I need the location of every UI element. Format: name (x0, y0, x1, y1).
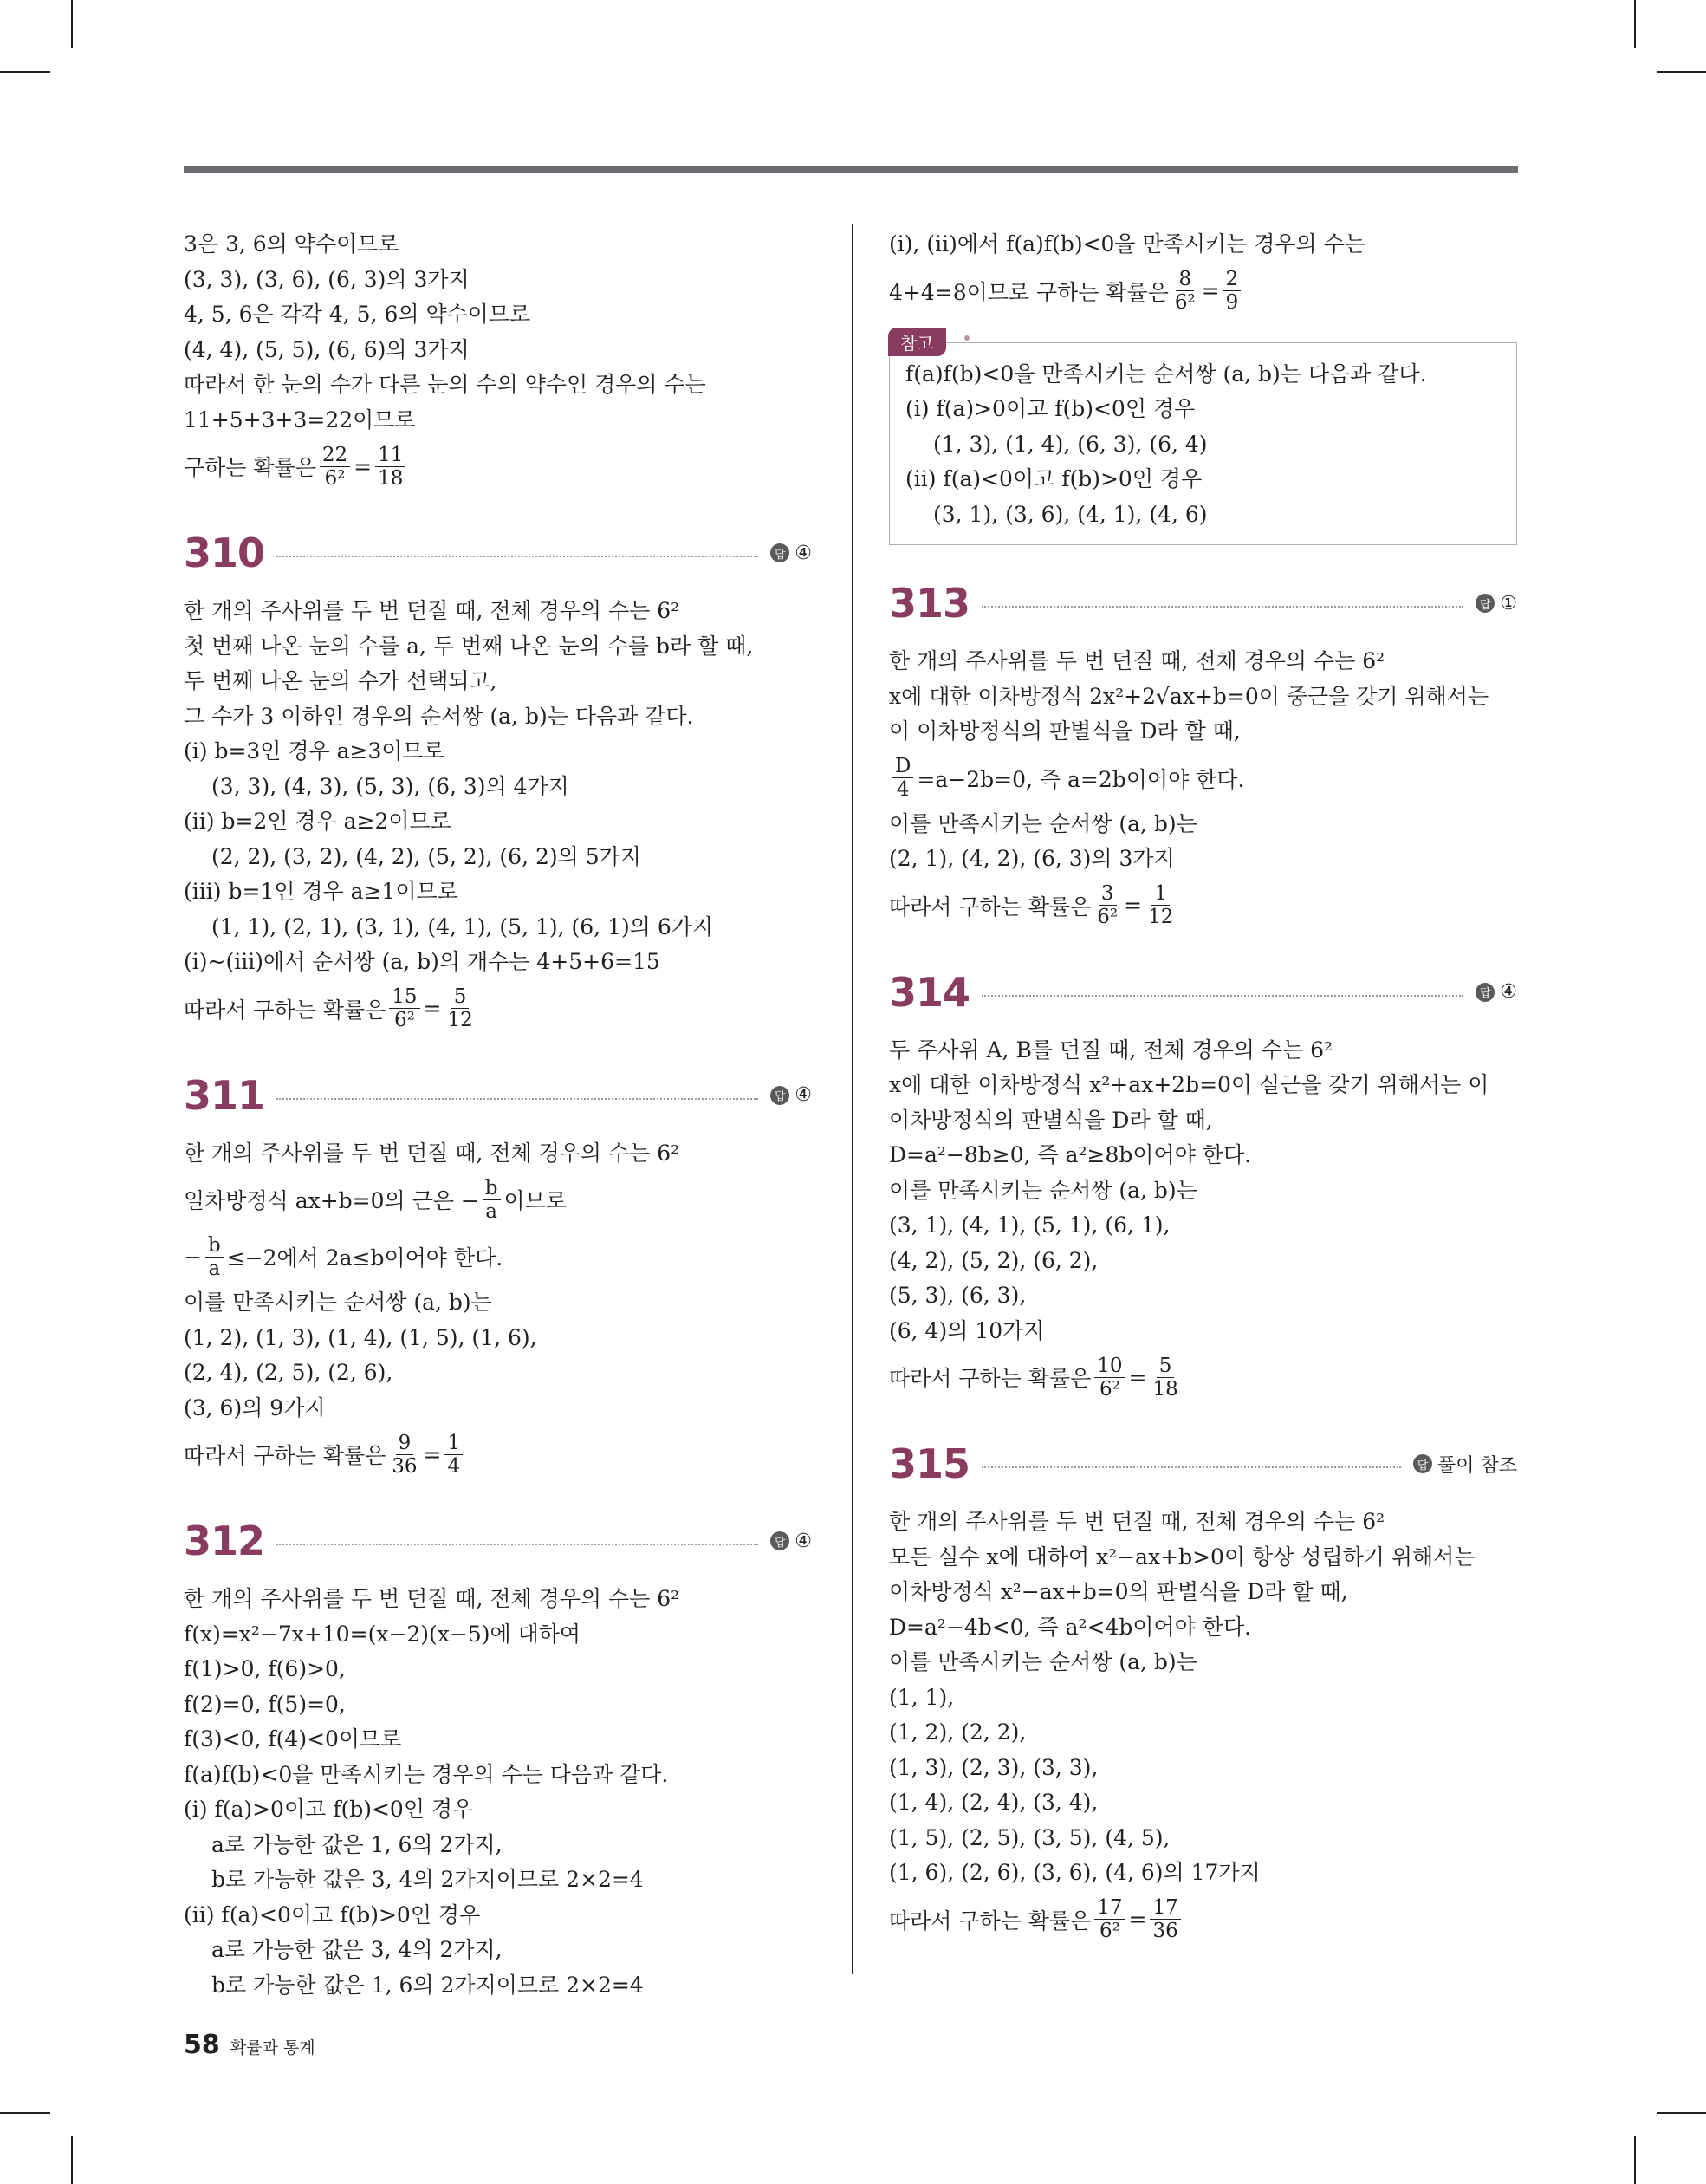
column-divider (852, 224, 853, 1974)
text-line: (ⅱ) f(a)<0이고 f(b)>0인 경우 (905, 466, 1203, 491)
denominator: 18 (378, 466, 404, 490)
problem-body-310 (184, 594, 812, 1037)
denominator: a (208, 1257, 221, 1280)
text-line: x에 대한 이차방정식 2x²+2√ax+b=0이 중근을 갖기 위해서는 (889, 683, 1489, 709)
root-prefix: 일차방정식 ax+b=0의 근은 − (184, 1188, 479, 1213)
text-line: b로 가능한 값은 3, 4의 2가지이므로 2×2=4 (211, 1867, 644, 1892)
inequality-line (184, 1228, 812, 1285)
answer-icon: 답 (770, 1531, 789, 1550)
probability-line (889, 263, 1517, 320)
probability-line (184, 438, 812, 495)
text-line: b로 가능한 값은 1, 6의 2가지이므로 2×2=4 (211, 1972, 644, 1998)
probability-line (889, 1349, 1517, 1406)
text-line: f(3)<0, f(4)<0이므로 (184, 1726, 402, 1752)
left-column (184, 227, 812, 2003)
text-line: 따라서 한 눈의 수가 다른 눈의 수의 약수인 경우의 수는 (184, 372, 706, 397)
equals-sign: = (1128, 1907, 1147, 1932)
text-line: 한 개의 주사위를 두 번 던질 때, 전체 경우의 수는 6² (889, 648, 1385, 673)
text-line: (1, 5), (2, 5), (3, 5), (4, 5), (889, 1824, 1171, 1850)
text-line: (4, 4), (5, 5), (6, 6)의 3가지 (184, 336, 470, 362)
numerator: 1 (1151, 882, 1170, 906)
text-line: 이차방정식 x²−ax+b=0의 판별식을 D라 할 때, (889, 1579, 1348, 1604)
text-line: a로 가능한 값은 1, 6의 2가지, (211, 1831, 503, 1857)
crop-mark (1634, 2136, 1636, 2184)
probability-line (184, 1426, 812, 1483)
fraction (444, 1432, 463, 1478)
denominator: 6² (324, 466, 346, 490)
denominator: 18 (1152, 1377, 1178, 1401)
fraction (1223, 268, 1242, 314)
fraction (205, 1234, 224, 1280)
crop-mark (1657, 71, 1706, 73)
denominator: a (485, 1199, 498, 1223)
text-line: (4, 2), (5, 2), (6, 2), (889, 1247, 1099, 1273)
numerator: 2 (1223, 268, 1242, 291)
fraction (1094, 882, 1120, 928)
fraction (444, 985, 475, 1031)
text-line: (1, 3), (1, 4), (6, 3), (6, 4) (933, 431, 1208, 457)
numerator: 9 (396, 1432, 414, 1455)
denominator: 6² (1097, 906, 1119, 928)
text-line: f(2)=0, f(5)=0, (184, 1691, 346, 1717)
text-line: 이를 만족시키는 순서쌍 (a, b)는 (889, 1649, 1197, 1674)
root-suffix: 이므로 (503, 1188, 567, 1213)
page-footer (184, 2030, 315, 2060)
text-line: (1, 3), (2, 3), (3, 3), (889, 1754, 1099, 1780)
text-line: (ⅰ) f(a)>0이고 f(b)<0인 경우 (905, 396, 1196, 421)
text-line: f(1)>0, f(6)>0, (184, 1656, 346, 1681)
text-line: a로 가능한 값은 3, 4의 2가지, (211, 1937, 503, 1962)
text-line: (ⅰ), (ⅱ)에서 f(a)f(b)<0을 만족시키는 경우의 수는 (889, 231, 1365, 257)
prob-prefix: 구하는 확률은 (184, 455, 316, 480)
answer-value: ④ (795, 1530, 812, 1552)
text-line: (2, 4), (2, 5), (2, 6), (184, 1360, 393, 1385)
text-line: (3, 6)의 9가지 (184, 1394, 326, 1420)
problem-header-314 (889, 965, 1517, 1019)
text-line: (3, 1), (3, 6), (4, 1), (4, 6) (933, 501, 1208, 527)
problem-body-314 (889, 1033, 1517, 1407)
problem-header-312 (184, 1514, 812, 1568)
answer-value: ④ (1500, 981, 1517, 1003)
numerator: 17 (1094, 1896, 1125, 1920)
text-line: (1, 1), (2, 1), (3, 1), (4, 1), (5, 1), (6, 1)의 6가지 (211, 913, 714, 939)
text-line: 두 번째 나온 눈의 수가 선택되고, (184, 668, 497, 693)
problem-number: 312 (184, 1518, 265, 1564)
denominator: 6² (1174, 291, 1196, 314)
text-line: 한 개의 주사위를 두 번 던질 때, 전체 경우의 수는 6² (889, 1509, 1385, 1534)
text-line: 4, 5, 6은 각각 4, 5, 6의 약수이므로 (184, 302, 531, 327)
problem-number: 315 (889, 1440, 970, 1487)
text-line: (3, 3), (4, 3), (5, 3), (6, 3)의 4가지 (211, 773, 569, 799)
ineq-prefix: − (184, 1244, 202, 1270)
note-dot-icon (964, 335, 970, 341)
fraction (1150, 1896, 1180, 1942)
answer-label (770, 1531, 812, 1552)
fraction (389, 1432, 419, 1478)
numerator: 17 (1150, 1896, 1180, 1920)
problem-body-313 (889, 644, 1517, 934)
fraction (389, 985, 419, 1031)
text-line: 3은 3, 6의 약수이므로 (184, 231, 399, 257)
root-line (184, 1171, 812, 1228)
text-line: (5, 3), (6, 3), (889, 1283, 1027, 1308)
answer-icon: 답 (1476, 983, 1495, 1002)
denominator: 12 (447, 1009, 473, 1031)
text-line: f(a)f(b)<0을 만족시키는 경우의 수는 다음과 같다. (184, 1761, 669, 1787)
text-line: (1, 1), (889, 1684, 955, 1710)
fraction (1094, 1896, 1125, 1942)
equals-sign: = (1124, 893, 1143, 918)
prob-prefix: 4+4=8이므로 구하는 확률은 (889, 279, 1169, 305)
right-column (889, 227, 1517, 1948)
text-line: 두 주사위 A, B를 던질 때, 전체 경우의 수는 6² (889, 1037, 1333, 1063)
numerator: 8 (1176, 268, 1194, 291)
text-line: 한 개의 주사위를 두 번 던질 때, 전체 경우의 수는 6² (184, 598, 680, 623)
text-line: (1, 2), (2, 2), (889, 1719, 1027, 1745)
prob-prefix: 따라서 구하는 확률은 (889, 1908, 1092, 1934)
text-line: (ⅱ) b=2인 경우 a≥2이므로 (184, 809, 451, 834)
discriminant-line (889, 750, 1517, 807)
text-line: D=a²−8b≥0, 즉 a²≥8b이어야 한다. (889, 1142, 1252, 1167)
text-line: (ⅱ) f(a)<0이고 f(b)>0인 경우 (184, 1901, 481, 1927)
answer-icon: 답 (770, 543, 789, 562)
text-line: (ⅰ) f(a)>0이고 f(b)<0인 경우 (184, 1797, 474, 1822)
denominator: 4 (896, 778, 910, 801)
answer-label (1476, 981, 1517, 1003)
problem-number: 314 (889, 968, 970, 1016)
text-line: (ⅲ) b=1인 경우 a≥1이므로 (184, 879, 458, 904)
crop-mark (1657, 2112, 1706, 2114)
fraction (892, 755, 913, 801)
probability-line (184, 980, 812, 1037)
text-line: (3, 1), (4, 1), (5, 1), (6, 1), (889, 1212, 1171, 1238)
problem-number: 313 (889, 580, 970, 627)
text-line: (2, 1), (4, 2), (6, 3)의 3가지 (889, 846, 1175, 871)
numerator: 5 (1157, 1355, 1175, 1378)
denominator: 9 (1225, 291, 1239, 314)
ineq-suffix: ≤−2에서 2a≤b이어야 한다. (226, 1245, 503, 1271)
problem-body-315 (889, 1505, 1517, 1948)
text-line: 이차방정식의 판별식을 D라 할 때, (889, 1107, 1213, 1133)
text-line: 첫 번째 나온 눈의 수를 a, 두 번째 나온 눈의 수를 b라 할 때, (184, 633, 754, 659)
text-line: 그 수가 3 이하인 경우의 순서쌍 (a, b)는 다음과 같다. (184, 703, 694, 729)
problem-number: 311 (184, 1071, 265, 1119)
answer-value: ① (1500, 592, 1517, 614)
problem-header-310 (184, 526, 812, 580)
problem-number: 310 (184, 530, 265, 576)
text-line: (3, 3), (3, 6), (6, 3)의 3가지 (184, 266, 470, 292)
text-line: D=a²−4b<0, 즉 a²<4b이어야 한다. (889, 1614, 1252, 1640)
page-number: 58 (184, 2030, 220, 2060)
dotted-leader (982, 606, 1463, 608)
text-line: f(x)=x²−7x+10=(x−2)(x−5)에 대하여 (184, 1621, 581, 1647)
text-line: f(a)f(b)<0을 만족시키는 순서쌍 (a, b)는 다음과 같다. (905, 361, 1427, 387)
numerator: 15 (389, 985, 419, 1009)
fraction (1150, 1355, 1180, 1401)
numerator: 10 (1094, 1355, 1125, 1378)
crop-mark (71, 2136, 73, 2184)
text-line: (ⅰ)~(ⅲ)에서 순서쌍 (a, b)의 개수는 4+5+6=15 (184, 949, 660, 974)
denominator: 4 (447, 1454, 461, 1478)
answer-value: 풀이 참조 (1437, 1454, 1517, 1477)
crop-mark (0, 71, 50, 73)
numerator: b (483, 1177, 501, 1200)
section-title: 확률과 통계 (230, 2038, 315, 2057)
answer-label (770, 543, 812, 564)
equals-sign: = (423, 996, 442, 1021)
denominator: 12 (1148, 906, 1174, 928)
text-line: 11+5+3+3=22이므로 (184, 406, 416, 432)
disc-suffix: =a−2b=0, 즉 a=2b이어야 한다. (917, 766, 1245, 792)
equals-sign: = (423, 1441, 442, 1467)
dotted-leader (276, 1098, 758, 1100)
crop-mark (1634, 0, 1636, 48)
answer-icon: 답 (770, 1086, 789, 1105)
answer-value: ④ (795, 1084, 812, 1106)
equals-sign: = (1128, 1364, 1147, 1390)
answer-icon: 답 (1476, 594, 1495, 613)
fraction (1145, 882, 1176, 928)
text-line: 모든 실수 x에 대하여 x²−ax+b>0이 항상 성립하기 위해서는 (889, 1544, 1476, 1570)
answer-label (1413, 1451, 1517, 1478)
problem-body-312 (184, 1582, 812, 2003)
numerator: 5 (451, 985, 470, 1009)
denominator: 6² (1099, 1377, 1120, 1401)
text-line: (ⅰ) b=3인 경우 a≥3이므로 (184, 738, 444, 764)
text-line: (6, 4)의 10가지 (889, 1317, 1045, 1343)
answer-icon: 답 (1413, 1454, 1432, 1473)
equals-sign: = (1201, 278, 1220, 303)
problem-header-313 (889, 576, 1517, 630)
answer-value: ④ (795, 542, 812, 564)
equals-sign: = (354, 453, 373, 479)
prob-prefix: 따라서 구하는 확률은 (889, 1366, 1092, 1391)
answer-label (770, 1084, 812, 1106)
text-line: (1, 2), (1, 3), (1, 4), (1, 5), (1, 6), (184, 1324, 537, 1350)
denominator: 6² (1099, 1920, 1120, 1942)
prob-prefix: 따라서 구하는 확률은 (184, 1443, 386, 1468)
problem-header-311 (184, 1069, 812, 1122)
fraction (1094, 1355, 1125, 1401)
numerator: b (205, 1234, 224, 1258)
text-line: 이 이차방정식의 판별식을 D라 할 때, (889, 718, 1241, 744)
fraction (375, 444, 405, 490)
fraction (320, 444, 350, 490)
probability-line (889, 1891, 1517, 1948)
text-line: (1, 4), (2, 4), (3, 4), (889, 1790, 1099, 1815)
text-line: 이를 만족시키는 순서쌍 (a, b)는 (184, 1290, 492, 1315)
text-line: 이를 만족시키는 순서쌍 (a, b)는 (889, 1177, 1197, 1203)
crop-mark (71, 0, 73, 48)
problem-header-315 (889, 1437, 1517, 1491)
dotted-leader (982, 1466, 1401, 1468)
text-line: x에 대한 이차방정식 x²+ax+2b=0이 실근을 갖기 위해서는 이 (889, 1072, 1489, 1097)
numerator: D (892, 755, 913, 778)
dotted-leader (982, 995, 1463, 997)
text-line: (2, 2), (3, 2), (4, 2), (5, 2), (6, 2)의 5가지 (211, 843, 641, 869)
prob-prefix: 따라서 구하는 확률은 (184, 997, 386, 1023)
denominator: 36 (392, 1454, 418, 1478)
denominator: 6² (393, 1009, 415, 1031)
text-line: 이를 만족시키는 순서쌍 (a, b)는 (889, 810, 1197, 836)
header-rule (184, 166, 1518, 173)
note-label: 참고 (888, 328, 946, 356)
numerator: 1 (444, 1432, 463, 1455)
text-line: 한 개의 주사위를 두 번 던질 때, 전체 경우의 수는 6² (184, 1140, 680, 1166)
reference-note-box (889, 332, 1517, 546)
numerator: 22 (320, 444, 350, 467)
dotted-leader (276, 1544, 758, 1545)
answer-label (1476, 593, 1517, 614)
prob-prefix: 따라서 구하는 확률은 (889, 894, 1092, 920)
text-line: 한 개의 주사위를 두 번 던질 때, 전체 경우의 수는 6² (184, 1586, 680, 1611)
intro-block (184, 227, 812, 495)
fraction (1172, 268, 1198, 314)
numerator: 11 (375, 444, 405, 467)
probability-line (889, 877, 1517, 934)
denominator: 36 (1152, 1920, 1178, 1942)
fraction (483, 1177, 501, 1223)
text-line: (1, 6), (2, 6), (3, 6), (4, 6)의 17가지 (889, 1860, 1261, 1885)
problem-body-311 (184, 1136, 812, 1484)
crop-mark (0, 2112, 50, 2114)
dotted-leader (276, 556, 758, 557)
numerator: 3 (1099, 882, 1117, 906)
